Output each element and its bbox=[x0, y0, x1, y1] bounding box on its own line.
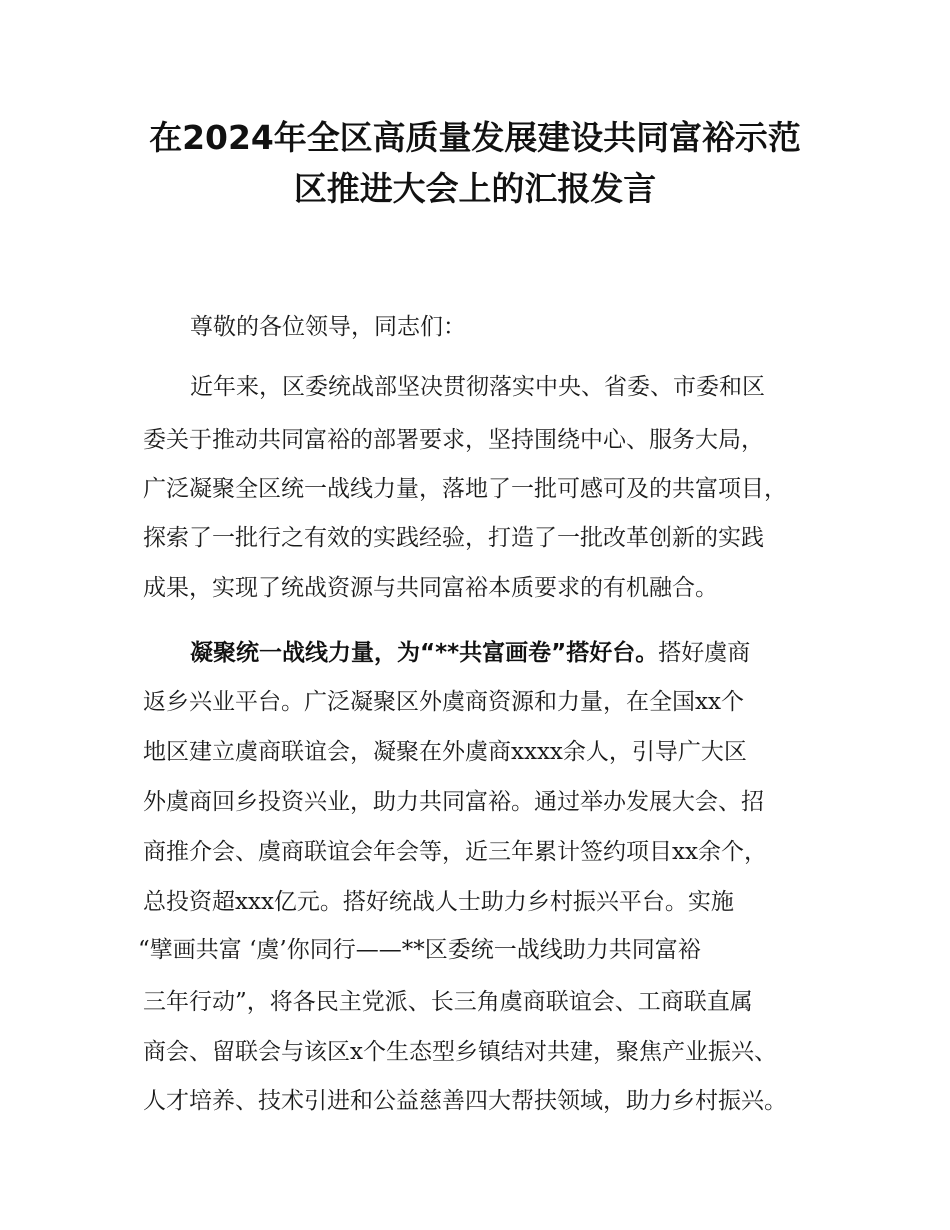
paragraph-1-line-2: 委关于推动共同富裕的部署要求，坚持围绕中心、服务大局， bbox=[143, 427, 764, 453]
paragraph-2-line-2: 返乡兴业平台。广泛凝聚区外虞商资源和力量，在全国xx个 bbox=[143, 689, 744, 715]
document-title-line-2: 区推进大会上的汇报发言 bbox=[293, 169, 657, 208]
paragraph-2-line-6: 总投资超xxx亿元。搭好统战人士助力乡村振兴平台。实施 bbox=[143, 889, 734, 915]
document-title-line-1: 在2024年全区高质量发展建设共同富裕示范 bbox=[149, 118, 801, 157]
paragraph-2-heading: 凝聚统一战线力量，为“**共富画卷”搭好台。 bbox=[190, 640, 659, 666]
paragraph-1-line-3: 广泛凝聚全区统一战线力量，落地了一批可感可及的共富项目， bbox=[143, 476, 787, 502]
paragraph-2-line-1-rest: 搭好虞商 bbox=[658, 640, 751, 666]
paragraph-1-line-1: 近年来，区委统战部坚决贯彻落实中央、省委、市委和区 bbox=[190, 374, 765, 400]
salutation: 尊敬的各位领导，同志们： bbox=[190, 314, 466, 340]
paragraph-2-line-5: 商推介会、虞商联谊会年会等，近三年累计签约项目xx余个， bbox=[143, 839, 767, 865]
paragraph-2-line-8: 三年行动”，将各民主党派、长三角虞商联谊会、工商联直属 bbox=[143, 989, 753, 1015]
paragraph-2-line-9: 商会、留联会与该区x个生态型乡镇结对共建，聚焦产业振兴、 bbox=[143, 1039, 777, 1065]
paragraph-2-line-4: 外虞商回乡投资兴业，助力共同富裕。通过举办发展大会、招 bbox=[143, 789, 764, 815]
paragraph-2-line-7: “擘画共富 ‘虞’你同行——**区委统一战线助力共同富裕 bbox=[138, 937, 701, 963]
paragraph-2-line-3: 地区建立虞商联谊会，凝聚在外虞商xxxx余人，引导广大区 bbox=[143, 739, 747, 765]
paragraph-2-line-1 bbox=[190, 637, 750, 669]
paragraph-2-line-10: 人才培养、技术引进和公益慈善四大帮扶领域，助力乡村振兴。 bbox=[143, 1088, 787, 1114]
paragraph-1-line-4: 探索了一批行之有效的实践经验，打造了一批改革创新的实践 bbox=[143, 525, 764, 551]
paragraph-1-line-5: 成果，实现了统战资源与共同富裕本质要求的有机融合。 bbox=[143, 575, 718, 601]
